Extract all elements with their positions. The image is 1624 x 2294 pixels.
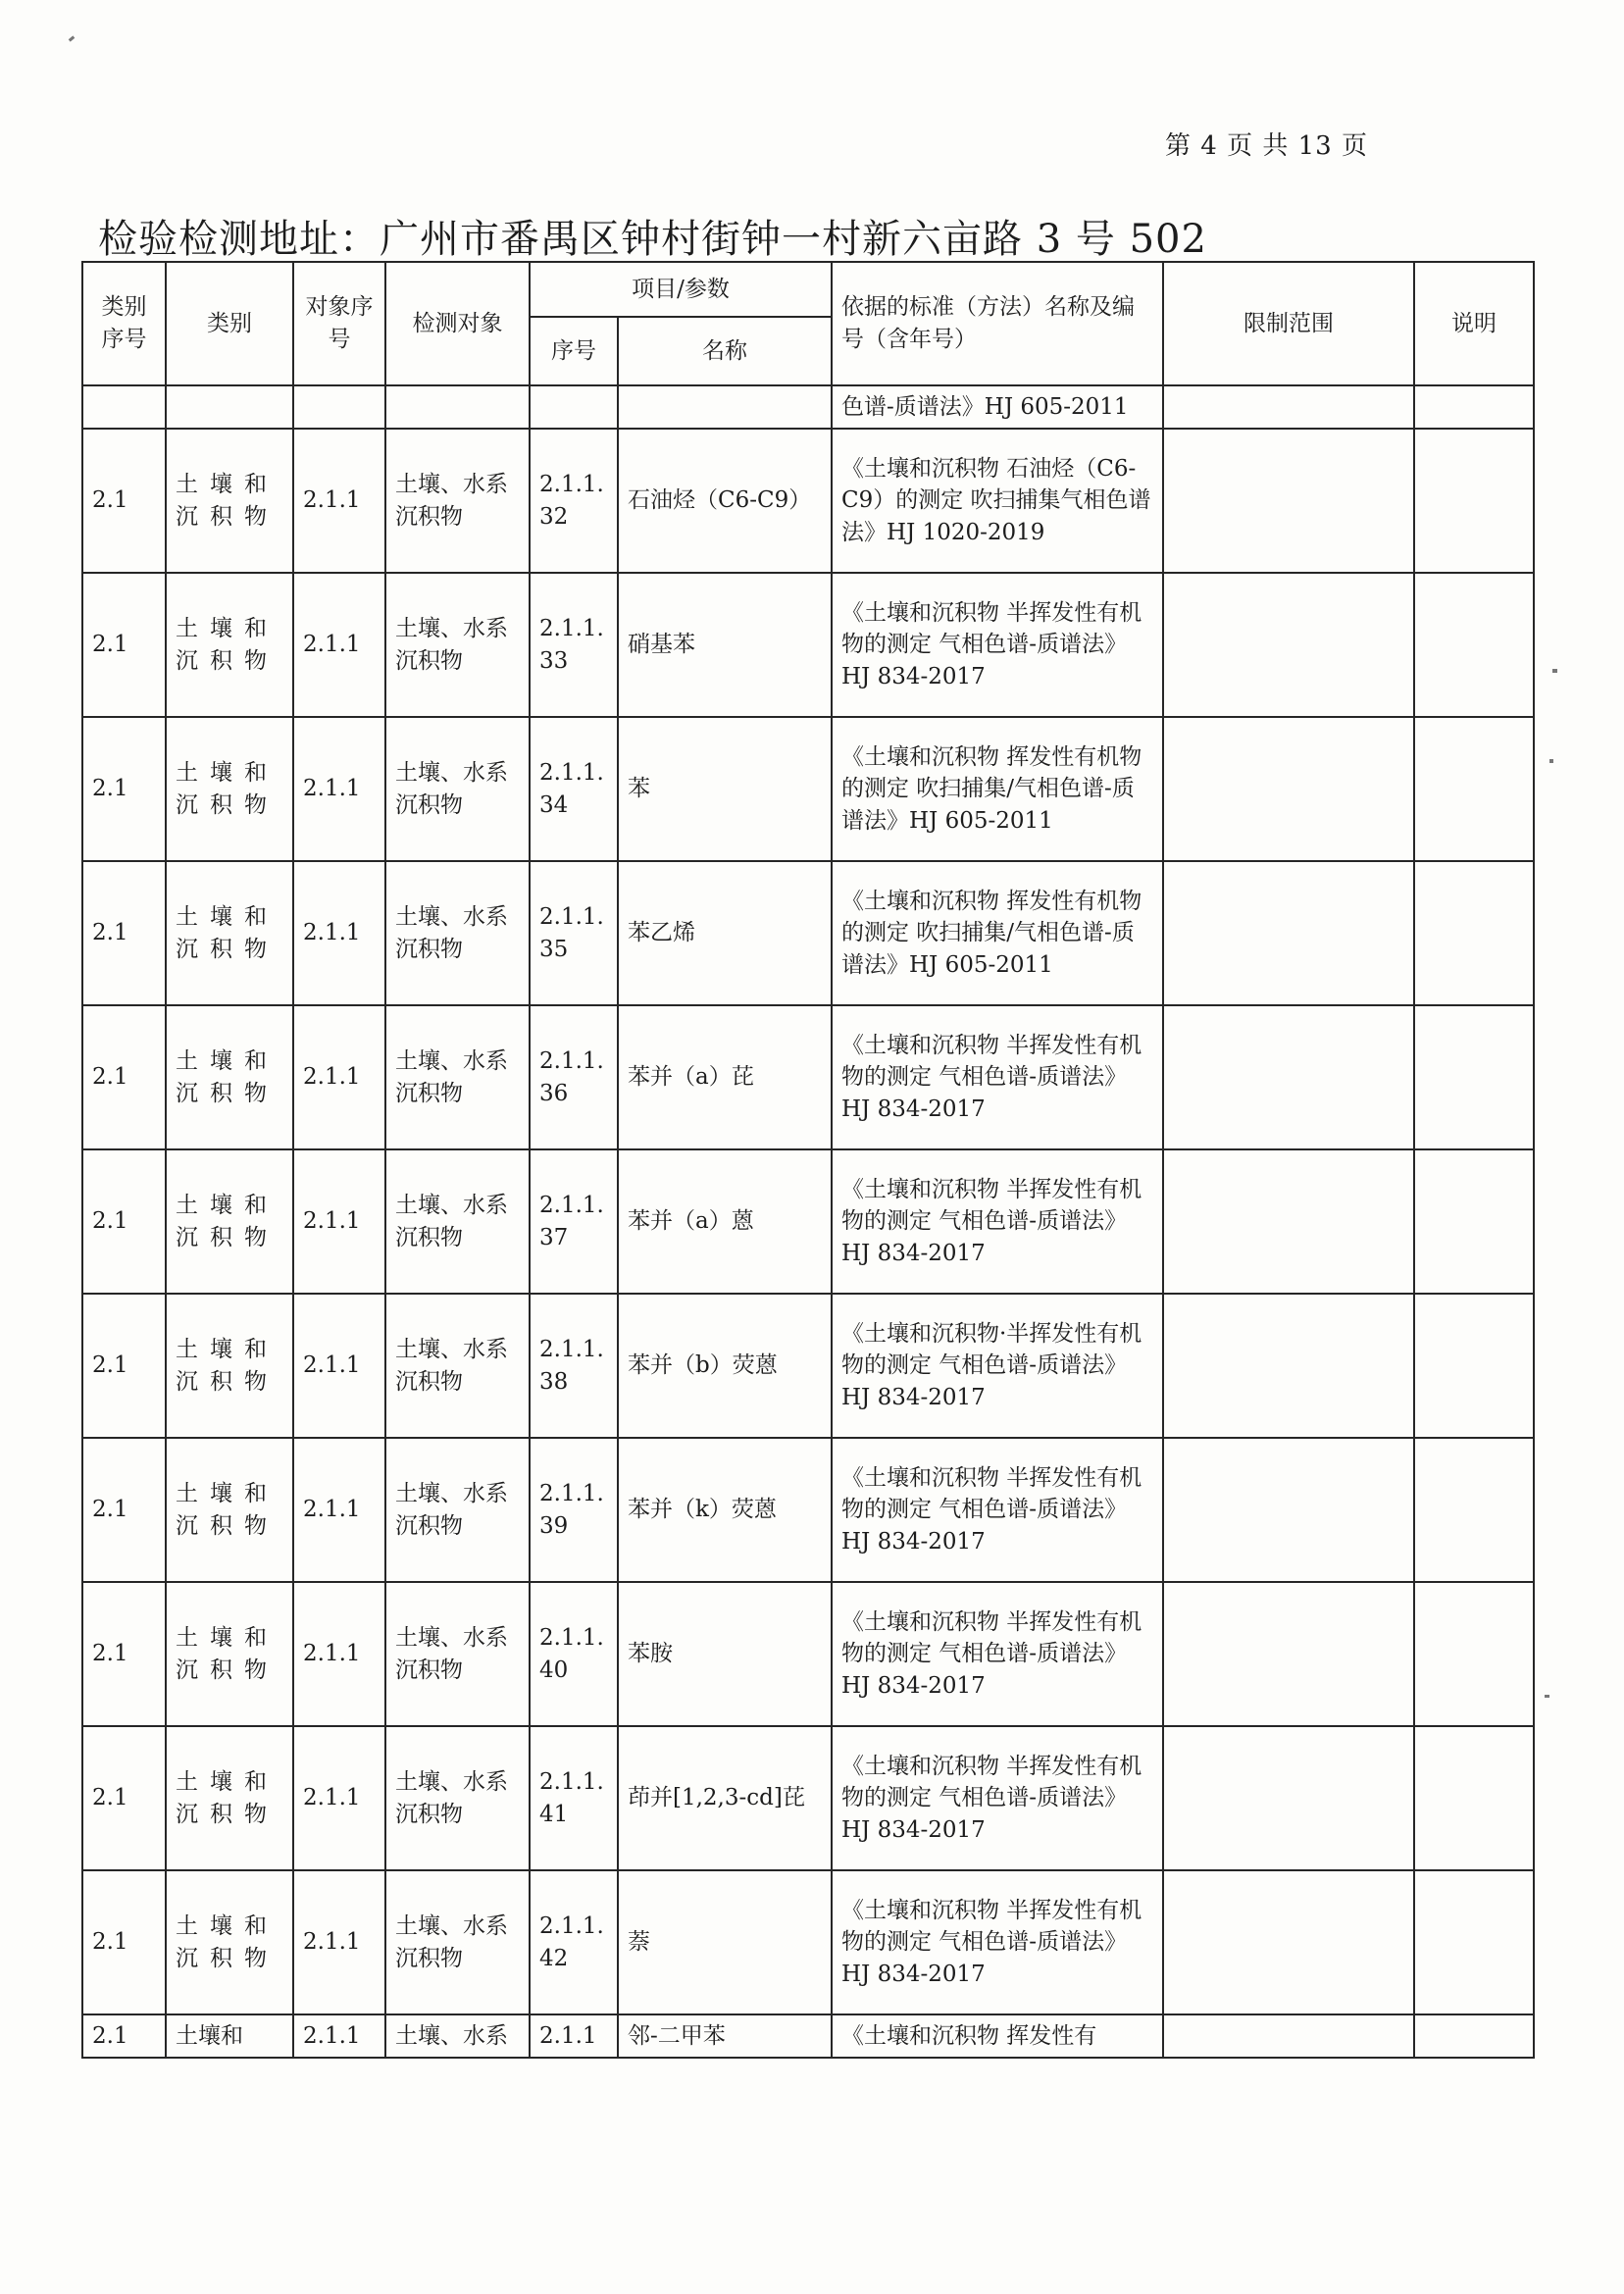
- object-cell: 土壤、水系: [385, 2014, 530, 2058]
- note-cell: [1414, 1870, 1534, 2014]
- item-name-cell: 苯并（b）荧蒽: [618, 1294, 832, 1438]
- note-cell: [1414, 1149, 1534, 1294]
- item-no-cell: 2.1.1.37: [530, 1149, 618, 1294]
- item-name-cell: 石油烃（C6-C9）: [618, 429, 832, 573]
- table-row: [82, 1726, 1534, 1870]
- header-standard: 依据的标准（方法）名称及编号（含年号）: [832, 262, 1163, 385]
- item-name-cell: 硝基苯: [618, 573, 832, 717]
- object-cell: 土壤、水系沉积物: [385, 429, 530, 573]
- object-cell: 土壤、水系沉积物: [385, 1870, 530, 2014]
- table-row: [82, 1870, 1534, 2014]
- standard-cell: 色谱-质谱法》HJ 605-2011: [832, 385, 1163, 429]
- limit-cell: [1163, 1149, 1414, 1294]
- header-limit: 限制范围: [1163, 262, 1414, 385]
- table-row: [82, 861, 1534, 1005]
- object-no-cell: 2.1.1: [293, 861, 385, 1005]
- category-no-cell: 2.1: [82, 2014, 166, 2058]
- category-cell: 土壤和沉积物: [166, 1294, 293, 1438]
- table-row-continuation: [82, 385, 1534, 429]
- category-cell: 土壤和沉积物: [166, 1726, 293, 1870]
- item-no-cell: 2.1.1.36: [530, 1005, 618, 1149]
- note-cell: [1414, 1726, 1534, 1870]
- category-no-cell: 2.1: [82, 1149, 166, 1294]
- table-row: [82, 1438, 1534, 1582]
- object-cell: 土壤、水系沉积物: [385, 1438, 530, 1582]
- standard-cell: 《土壤和沉积物 半挥发性有机物的测定 气相色谱-质谱法》HJ 834-2017: [832, 1582, 1163, 1726]
- object-cell: 土壤、水系沉积物: [385, 717, 530, 861]
- category-no-cell: 2.1: [82, 1870, 166, 2014]
- limit-cell: [1163, 1294, 1414, 1438]
- item-no-cell: 2.1.1: [530, 2014, 618, 2058]
- note-cell: [1414, 429, 1534, 573]
- testing-address: 检验检测地址：广州市番禺区钟村街钟一村新六亩路 3 号 502: [98, 217, 1207, 262]
- item-name-cell: 茚并[1,2,3-cd]芘: [618, 1726, 832, 1870]
- note-cell: [1414, 717, 1534, 861]
- limit-cell: [1163, 1582, 1414, 1726]
- header-item-no: 序号: [530, 317, 618, 385]
- category-cell: 土壤和沉积物: [166, 861, 293, 1005]
- category-cell: 土壤和沉积物: [166, 1005, 293, 1149]
- item-no-cell: 2.1.1.32: [530, 429, 618, 573]
- limit-cell: [1163, 573, 1414, 717]
- object-no-cell: 2.1.1: [293, 1726, 385, 1870]
- limit-cell: [1163, 1438, 1414, 1582]
- object-no-cell: 2.1.1: [293, 1005, 385, 1149]
- category-cell: 土壤和沉积物: [166, 1149, 293, 1294]
- category-no-cell: 2.1: [82, 429, 166, 573]
- category-cell: 土壤和沉积物: [166, 1438, 293, 1582]
- category-no-cell: 2.1: [82, 1294, 166, 1438]
- standard-cell: 《土壤和沉积物 石油烃（C6-C9）的测定 吹扫捕集气相色谱法》HJ 1020-2019: [832, 429, 1163, 573]
- category-cell: 土壤和沉积物: [166, 717, 293, 861]
- item-name-cell: 邻-二甲苯: [618, 2014, 832, 2058]
- standard-cell: 《土壤和沉积物 挥发性有机物的测定 吹扫捕集/气相色谱-质谱法》HJ 605-2011: [832, 717, 1163, 861]
- header-object-no: 对象序号: [293, 262, 385, 385]
- standard-cell: 《土壤和沉积物 挥发性有机物的测定 吹扫捕集/气相色谱-质谱法》HJ 605-2011: [832, 861, 1163, 1005]
- note-cell: [1414, 2014, 1534, 2058]
- item-no-cell: 2.1.1.38: [530, 1294, 618, 1438]
- object-cell: 土壤、水系沉积物: [385, 1149, 530, 1294]
- category-no-cell: 2.1: [82, 861, 166, 1005]
- limit-cell: [1163, 861, 1414, 1005]
- header-item-name: 名称: [618, 317, 832, 385]
- category-cell: 土壤和沉积物: [166, 1582, 293, 1726]
- standard-cell: 《土壤和沉积物 半挥发性有机物的测定 气相色谱-质谱法》HJ 834-2017: [832, 1726, 1163, 1870]
- header-note: 说明: [1414, 262, 1534, 385]
- category-no-cell: 2.1: [82, 717, 166, 861]
- category-cell: 土壤和沉积物: [166, 1870, 293, 2014]
- note-cell: [1414, 1294, 1534, 1438]
- header-category: 类别: [166, 262, 293, 385]
- object-no-cell: 2.1.1: [293, 2014, 385, 2058]
- table-row: [82, 717, 1534, 861]
- limit-cell: [1163, 1005, 1414, 1149]
- object-cell: 土壤、水系沉积物: [385, 1726, 530, 1870]
- standard-cell: 《土壤和沉积物 半挥发性有机物的测定 气相色谱-质谱法》HJ 834-2017: [832, 1438, 1163, 1582]
- category-no-cell: 2.1: [82, 1005, 166, 1149]
- limit-cell: [1163, 429, 1414, 573]
- category-no-cell: 2.1: [82, 573, 166, 717]
- object-no-cell: 2.1.1: [293, 573, 385, 717]
- standard-cell: 《土壤和沉积物 半挥发性有机物的测定 气相色谱-质谱法》HJ 834-2017: [832, 1005, 1163, 1149]
- note-cell: [1414, 1582, 1534, 1726]
- table-row: [82, 2014, 1534, 2058]
- category-no-cell: 2.1: [82, 1726, 166, 1870]
- item-name-cell: 苯胺: [618, 1582, 832, 1726]
- object-no-cell: 2.1.1: [293, 429, 385, 573]
- object-cell: 土壤、水系沉积物: [385, 861, 530, 1005]
- item-name-cell: 苯并（a）芘: [618, 1005, 832, 1149]
- table-row: [82, 1149, 1534, 1294]
- category-cell: 土壤和沉积物: [166, 573, 293, 717]
- item-name-cell: 苯并（k）荧蒽: [618, 1438, 832, 1582]
- note-cell: [1414, 1438, 1534, 1582]
- object-no-cell: 2.1.1: [293, 717, 385, 861]
- item-no-cell: 2.1.1.33: [530, 573, 618, 717]
- item-no-cell: 2.1.1.34: [530, 717, 618, 861]
- accreditation-scope-table: [81, 261, 1535, 2059]
- table-row: [82, 1005, 1534, 1149]
- table-row: [82, 573, 1534, 717]
- object-no-cell: 2.1.1: [293, 1149, 385, 1294]
- table-row: [82, 1294, 1534, 1438]
- standard-cell: 《土壤和沉积物 半挥发性有机物的测定 气相色谱-质谱法》HJ 834-2017: [832, 1149, 1163, 1294]
- category-no-cell: 2.1: [82, 1438, 166, 1582]
- object-cell: 土壤、水系沉积物: [385, 1582, 530, 1726]
- object-no-cell: 2.1.1: [293, 1582, 385, 1726]
- note-cell: [1414, 861, 1534, 1005]
- note-cell: [1414, 573, 1534, 717]
- item-no-cell: 2.1.1.39: [530, 1438, 618, 1582]
- item-name-cell: 萘: [618, 1870, 832, 2014]
- limit-cell: [1163, 2014, 1414, 2058]
- limit-cell: [1163, 1870, 1414, 2014]
- category-no-cell: 2.1: [82, 1582, 166, 1726]
- header-category-no: 类别序号: [82, 262, 166, 385]
- note-cell: [1414, 1005, 1534, 1149]
- item-name-cell: 苯并（a）蒽: [618, 1149, 832, 1294]
- standard-cell: 《土壤和沉积物 半挥发性有机物的测定 气相色谱-质谱法》HJ 834-2017: [832, 573, 1163, 717]
- header-object: 检测对象: [385, 262, 530, 385]
- header-item-group: 项目/参数: [530, 262, 832, 317]
- item-name-cell: 苯乙烯: [618, 861, 832, 1005]
- object-no-cell: 2.1.1: [293, 1294, 385, 1438]
- item-name-cell: 苯: [618, 717, 832, 861]
- category-cell: 土壤和: [166, 2014, 293, 2058]
- table-row: [82, 429, 1534, 573]
- page-number: 第 4 页 共 13 页: [1165, 131, 1368, 161]
- object-cell: 土壤、水系沉积物: [385, 1005, 530, 1149]
- table-row: [82, 1582, 1534, 1726]
- limit-cell: [1163, 1726, 1414, 1870]
- object-no-cell: 2.1.1: [293, 1870, 385, 2014]
- standard-cell: 《土壤和沉积物 挥发性有: [832, 2014, 1163, 2058]
- item-no-cell: 2.1.1.35: [530, 861, 618, 1005]
- object-cell: 土壤、水系沉积物: [385, 573, 530, 717]
- category-cell: 土壤和沉积物: [166, 429, 293, 573]
- item-no-cell: 2.1.1.40: [530, 1582, 618, 1726]
- item-no-cell: 2.1.1.41: [530, 1726, 618, 1870]
- object-cell: 土壤、水系沉积物: [385, 1294, 530, 1438]
- limit-cell: [1163, 717, 1414, 861]
- object-no-cell: 2.1.1: [293, 1438, 385, 1582]
- item-no-cell: 2.1.1.42: [530, 1870, 618, 2014]
- standard-cell: 《土壤和沉积物·半挥发性有机物的测定 气相色谱-质谱法》HJ 834-2017: [832, 1294, 1163, 1438]
- standard-cell: 《土壤和沉积物 半挥发性有机物的测定 气相色谱-质谱法》HJ 834-2017: [832, 1870, 1163, 2014]
